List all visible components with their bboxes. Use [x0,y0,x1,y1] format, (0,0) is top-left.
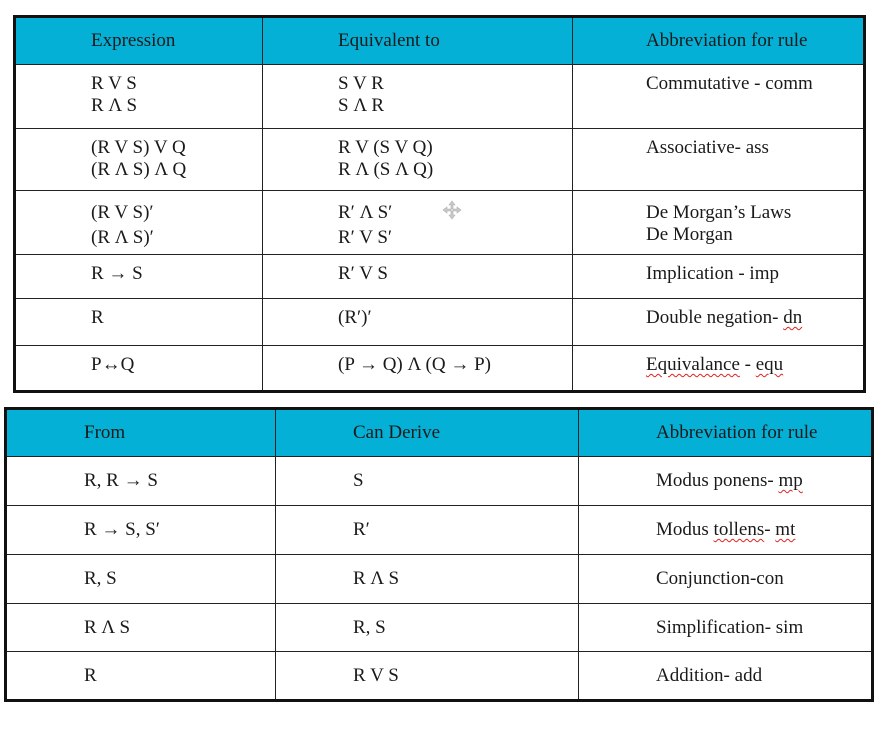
equivalent-cell: (R′)′ [263,299,573,346]
table-row [6,457,873,506]
equivalent-cell: R′ V S [263,255,573,299]
rule-cell: Implication - imp [573,255,865,299]
table-row [15,299,865,346]
table-row [15,191,865,255]
expression-cell: R V S R Λ S [15,65,263,129]
rule-cell: Simplification- sim [579,604,873,652]
expression-cell: (R V S)′ (R Λ S)′ [15,191,263,255]
equivalent-cell: (P → Q) Λ (Q → P) [263,346,573,392]
move-icon[interactable] [442,200,462,220]
from-cell: R Λ S [6,604,276,652]
expression-cell: R [15,299,263,346]
rule-cell: Commutative - comm [573,65,865,129]
rule-cell: Conjunction-con [579,555,873,604]
header-abbreviation: Abbreviation for rule [579,409,873,457]
spellcheck-flag[interactable]: dn [783,307,803,328]
header-expression: Expression [15,17,263,65]
derive-cell: R, S [276,604,579,652]
spellcheck-flag[interactable]: equ [755,354,784,375]
table-row [6,555,873,604]
table-row [6,604,873,652]
header-can-derive: Can Derive [276,409,579,457]
rule-cell: De Morgan’s Laws De Morgan [573,191,865,255]
header-abbreviation: Abbreviation for rule [573,17,865,65]
derive-cell: R′ [276,506,579,555]
rule-cell: Modus tollens- mt [579,506,873,555]
derive-cell: R V S [276,652,579,701]
spellcheck-flag[interactable]: mp [778,470,803,491]
rule-cell: Double negation- dn [573,299,865,346]
table-header-row [6,409,873,457]
inference-rules-table [4,407,874,702]
from-cell: R, R → S [6,457,276,506]
table-row [6,652,873,701]
from-cell: R → S, S′ [6,506,276,555]
table-header-row [15,17,865,65]
from-cell: R [6,652,276,701]
expression-cell: (R V S) V Q (R Λ S) Λ Q [15,129,263,191]
spellcheck-flag[interactable]: tollens [713,519,765,540]
table-row [15,346,865,392]
equivalent-cell: R′ Λ S′ R′ V S′ [263,191,573,255]
rule-cell: Associative- ass [573,129,865,191]
table-row [15,65,865,129]
derive-cell: R Λ S [276,555,579,604]
equivalent-cell: S V R S Λ R [263,65,573,129]
rule-cell: Modus ponens- mp [579,457,873,506]
header-from: From [6,409,276,457]
expression-cell: R → S [15,255,263,299]
expression-cell: P↔Q [15,346,263,392]
header-equivalent: Equivalent to [263,17,573,65]
table-row [15,255,865,299]
derive-cell: S [276,457,579,506]
table-row [15,129,865,191]
equivalent-cell: R V (S V Q) R Λ (S Λ Q) [263,129,573,191]
table-row [6,506,873,555]
spellcheck-flag[interactable]: mt [775,519,796,540]
equivalence-rules-table [13,15,866,393]
spellcheck-flag[interactable]: Equivalance [646,354,740,375]
rule-cell: Addition- add [579,652,873,701]
from-cell: R, S [6,555,276,604]
rule-cell: Equivalance - equ [573,346,865,392]
